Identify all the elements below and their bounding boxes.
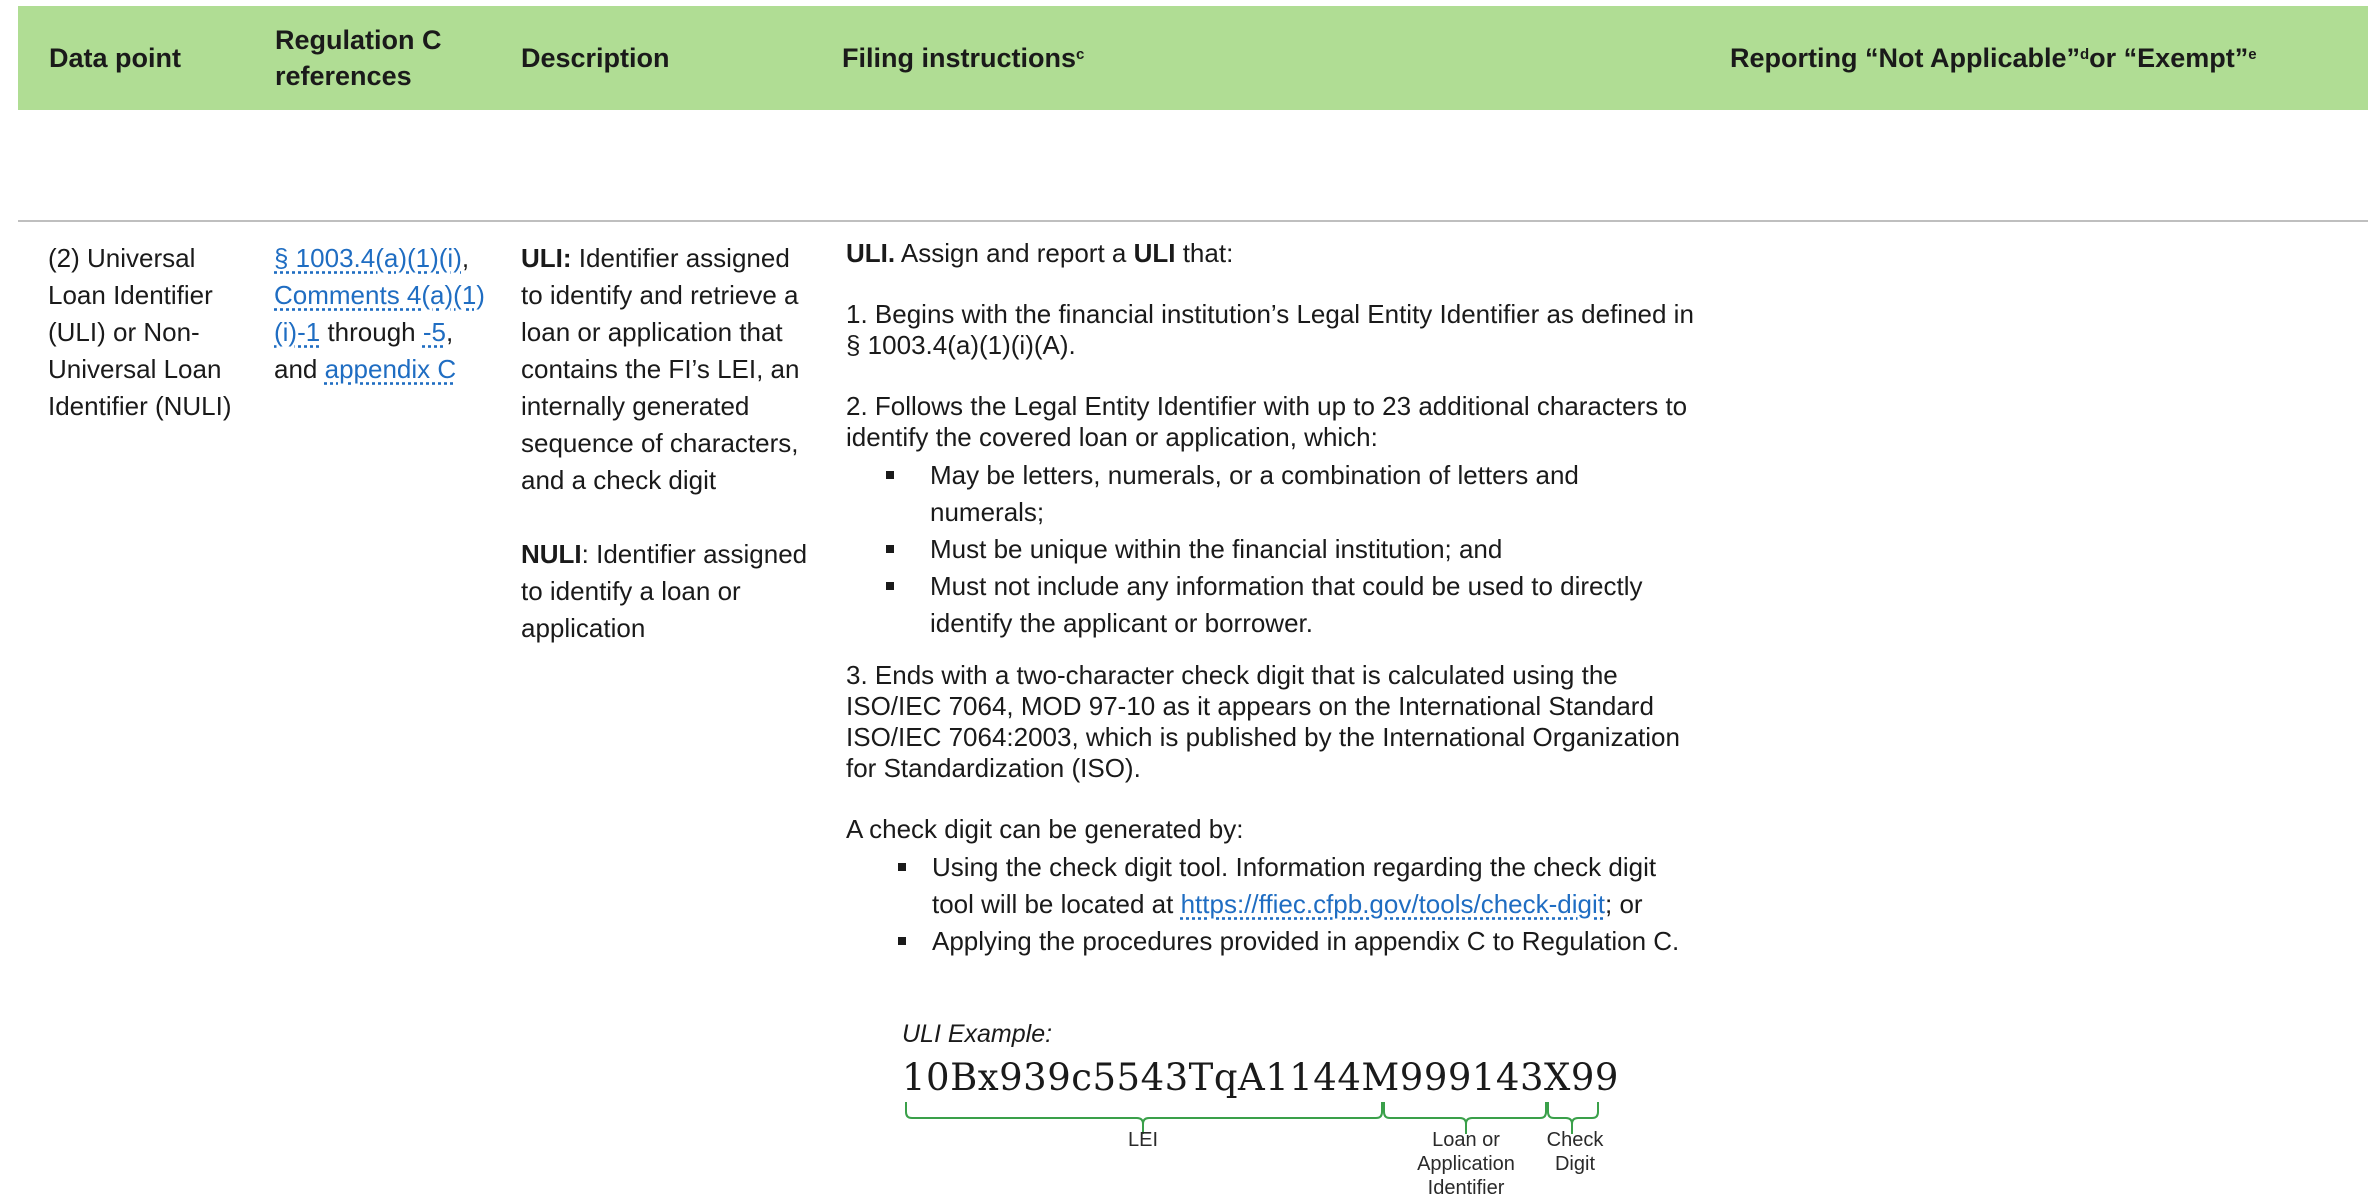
check-digit-tool-link[interactable]: https://ffiec.cfpb.gov/tools/check-digit xyxy=(1180,889,1605,919)
segment-check-line1: Check xyxy=(1546,1129,1604,1151)
list-item xyxy=(846,531,1696,568)
list-item-text: Must be unique within the financial institution; and xyxy=(930,534,1503,564)
header-reg-line2: references xyxy=(275,61,412,91)
cell-description xyxy=(521,240,811,647)
filing-intro-bold-uli-dot: ULI. xyxy=(846,238,896,268)
reference-link-section[interactable]: § 1003.4(a)(1)(i) xyxy=(274,243,462,273)
segment-loan-line2: Application xyxy=(1417,1153,1515,1175)
row-divider xyxy=(18,220,2368,222)
filing-item-3: 3. Ends with a two-character check digit that is calculated using the ISO/IEC 7064, MOD 97-10 as it appears on the International Standard ISO/IEC 7064:2003, which is published by the International Organization for Standardization (ISO). xyxy=(846,660,1680,783)
reference-link-appendix-c[interactable]: appendix C xyxy=(324,354,457,384)
filing-intro-text1: Assign and report a xyxy=(895,238,1134,268)
segment-lei-text: LEI xyxy=(1127,1129,1159,1151)
filing-item-1: 1. Begins with the financial institution’s Legal Entity Identifier as defined in § 1003.4(a)(1)(i)(A). xyxy=(846,299,1694,360)
segment-check-line2: Digit xyxy=(1554,1153,1595,1175)
segment-loan-line1: Loan or xyxy=(1432,1129,1500,1151)
segment-loan-line3: Identifier xyxy=(1427,1177,1505,1199)
reference-link-comments[interactable]: Comments 4(a)(1)(i)-1 xyxy=(274,280,485,347)
bullet-icon xyxy=(898,863,906,871)
reference-sep: , xyxy=(461,243,470,273)
cell-filing-instructions xyxy=(846,238,1696,978)
list-item-text: Applying the procedures provided in appendix C to Regulation C. xyxy=(932,926,1680,956)
filing-item-2-list xyxy=(846,457,1696,642)
description-nuli-term: NULI xyxy=(521,539,582,569)
segment-label-check-digit xyxy=(1540,1128,1610,1176)
description-uli xyxy=(521,240,811,499)
header-regulation-references xyxy=(275,6,442,110)
reference-through: through xyxy=(320,317,423,347)
cell-references xyxy=(274,240,494,388)
list-item xyxy=(846,923,1696,960)
list-item xyxy=(846,849,1696,923)
uli-example-code: 10Bx939c5543TqA1144M999143X99 xyxy=(902,1056,1619,1099)
filing-intro-text2: that: xyxy=(1175,238,1234,268)
list-item xyxy=(846,568,1696,642)
header-description xyxy=(521,6,670,110)
description-nuli xyxy=(521,536,811,647)
list-item xyxy=(846,457,1696,531)
description-uli-term: ULI: xyxy=(521,243,572,273)
uli-example-label: ULI Example: xyxy=(902,1020,1053,1048)
reference-and: , and xyxy=(274,317,454,384)
header-data-point xyxy=(49,6,181,110)
header-description-label: Description xyxy=(521,43,670,73)
uli-example-figure xyxy=(902,1018,1622,1204)
header-na-part2: or “Exempt” xyxy=(2089,43,2249,73)
header-filing-instructions: Filing instructions $^c$ xyxy=(842,6,1084,110)
bullet-icon xyxy=(886,582,894,590)
check-digit-list xyxy=(846,849,1696,960)
filing-intro-bold-uli: ULI xyxy=(1133,238,1176,268)
bullet-icon xyxy=(898,937,906,945)
segment-label-loan-identifier xyxy=(1408,1128,1524,1200)
bullet-icon xyxy=(886,471,894,479)
list-item-text: Using the check digit tool. Information regarding the check digit tool will be located at xyxy=(932,852,1657,919)
reference-link-5[interactable]: -5 xyxy=(422,317,446,347)
list-item-text-end: ; or xyxy=(1605,889,1643,919)
table-header xyxy=(18,6,2368,110)
segment-label-lei xyxy=(1102,1128,1184,1152)
header-not-applicable: Reporting “Not Applicable” $^d$ or “Exempt” $^e$ xyxy=(1730,6,2257,110)
description-uli-text: Identifier assigned to identify and retrieve a loan or application that contains the FI’s LEI, an internally generated sequence of characters, and a check digit xyxy=(521,243,800,495)
header-filing-label: Filing instructions xyxy=(842,43,1076,73)
header-data-point-label: Data point xyxy=(49,43,181,73)
check-digit-intro: A check digit can be generated by: xyxy=(846,814,1244,844)
list-item-text: May be letters, numerals, or a combination of letters and numerals; xyxy=(930,460,1579,527)
filing-intro xyxy=(846,238,1696,269)
filing-item-2: 2. Follows the Legal Entity Identifier with up to 23 additional characters to identify the covered loan or application, which: xyxy=(846,391,1688,452)
data-point-text: (2) Universal Loan Identifier (ULI) or Non-Universal Loan Identifier (NULI) xyxy=(48,243,232,421)
header-na-part1: Reporting “Not Applicable” xyxy=(1730,43,2080,73)
description-nuli-text: : Identifier assigned to identify a loan or application xyxy=(521,539,808,643)
list-item-text: Must not include any information that could be used to directly identify the applicant or borrower. xyxy=(930,571,1643,638)
bullet-icon xyxy=(886,545,894,553)
cell-data-point xyxy=(48,240,248,425)
header-reg-line1: Regulation C xyxy=(275,25,442,55)
